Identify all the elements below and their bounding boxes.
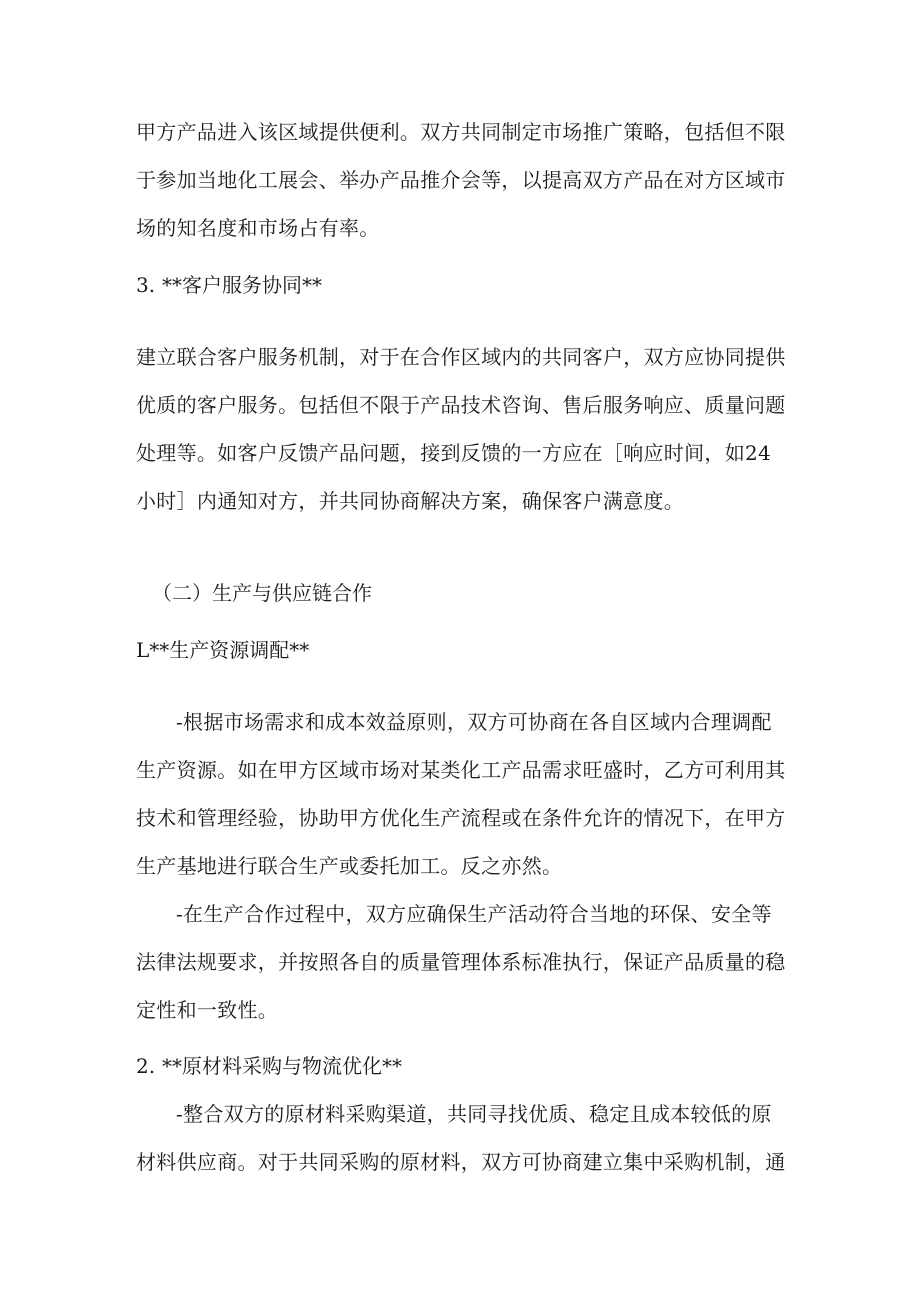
heading-text: **客户服务协同** xyxy=(162,273,322,297)
text-line: 定性和一致性。 xyxy=(136,998,279,1022)
paragraph-procurement xyxy=(136,1090,786,1186)
section-title-production: （二）生产与供应链合作 xyxy=(152,581,372,605)
text-line: 生产资源。如在甲方区域市场对某类化工产品需求旺盛时，乙方可利用其 xyxy=(136,758,786,782)
text-line: 于参加当地化工展会、举办产品推介会等，以提高双方产品在对方区域市 xyxy=(136,168,786,192)
heading-text: **原材料采购与物流优化** xyxy=(162,1054,402,1078)
text-line: 生产基地进行联合生产或委托加工。反之亦然。 xyxy=(136,854,563,878)
text-line: 甲方产品进入该区域提供便利。双方共同制定市场推广策略，包括但不限 xyxy=(136,120,786,144)
text-line: 小时］内通知对方，并共同协商解决方案，确保客户满意度。 xyxy=(136,489,685,513)
text-line: 技术和管理经验，协助甲方优化生产流程或在条件允许的情况下，在甲方 xyxy=(136,806,786,830)
heading-number: 2. xyxy=(136,1054,156,1078)
paragraph-customer-service xyxy=(136,333,786,525)
paragraph-resource-allocation xyxy=(136,698,786,890)
paragraph-market-promotion xyxy=(136,108,786,252)
text-line: -整合双方的原材料采购渠道，共同寻找优质、稳定且成本较低的原 xyxy=(176,1102,772,1126)
text-line: 建立联合客户服务机制，对于在合作区域内的共同客户，双方应协同提供 xyxy=(136,345,786,369)
text-line: -根据市场需求和成本效益原则，双方可协商在各自区域内合理调配 xyxy=(176,710,772,734)
heading-number: 3. xyxy=(136,273,156,297)
text-line: 场的知名度和市场占有率。 xyxy=(136,216,380,240)
text-line: 材料供应商。对于共同采购的原材料，双方可协商建立集中采购机制，通 xyxy=(136,1150,786,1174)
text-line: 法律法规要求，并按照各自的质量管理体系标准执行，保证产品质量的稳 xyxy=(136,950,786,974)
paragraph-compliance xyxy=(136,890,786,1034)
text-line: 处理等。如客户反馈产品问题，接到反馈的一方应在［响应时间，如24 xyxy=(136,441,772,465)
heading-raw-materials xyxy=(136,1046,402,1086)
text-line: 优质的客户服务。包括但不限于产品技术咨询、售后服务响应、质量问题 xyxy=(136,393,786,417)
text-line: -在生产合作过程中，双方应确保生产活动符合当地的环保、安全等 xyxy=(176,902,772,926)
heading-production-resources: L**生产资源调配** xyxy=(136,638,310,662)
heading-customer-service xyxy=(136,265,322,305)
